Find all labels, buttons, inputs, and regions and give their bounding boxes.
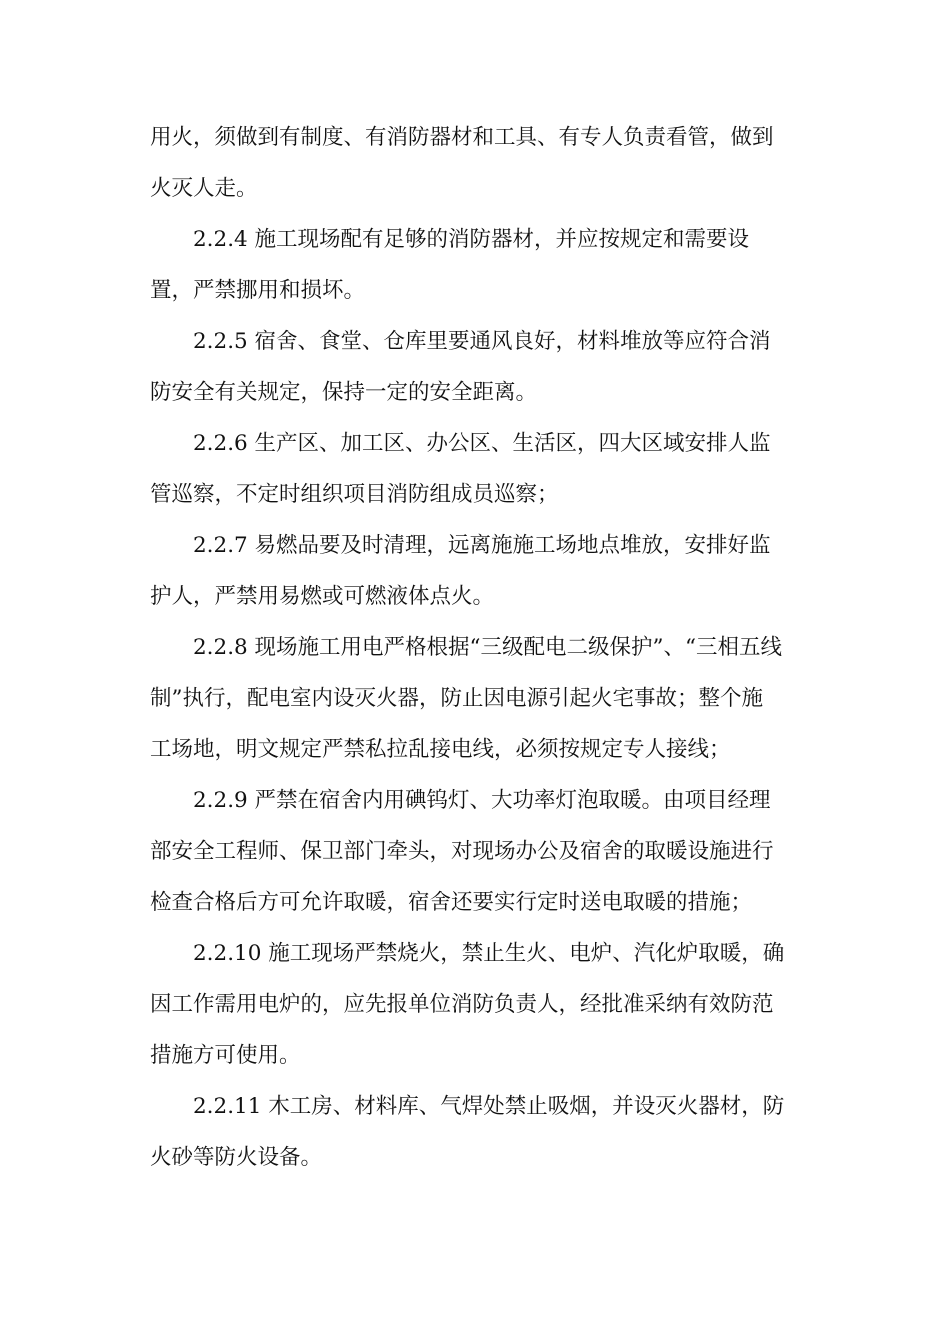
text-line: 置，严禁挪用和损坏。 <box>150 278 366 303</box>
text-line: 2.2.5 宿舍、食堂、仓库里要通风良好，材料堆放等应符合消 <box>193 329 771 354</box>
text-line: 管巡察，不定时组织项目消防组成员巡察； <box>150 482 559 507</box>
text-line: 制”执行，配电室内设灭火器，防止因电源引起火宅事故；整个施 <box>150 686 763 711</box>
text-line: 2.2.10 施工现场严禁烧火，禁止生火、电炉、汽化炉取暖，确 <box>193 941 785 966</box>
text-line: 工场地，明文规定严禁私拉乱接电线，必须按规定专人接线； <box>150 737 731 762</box>
text-line: 2.2.11 木工房、材料库、气焊处禁止吸烟，并设灭火器材，防 <box>193 1094 785 1119</box>
paragraph-2-2-10 <box>150 928 802 1081</box>
document-body <box>150 112 802 1183</box>
text-line: 防安全有关规定，保持一定的安全距离。 <box>150 380 538 405</box>
text-line: 检查合格后方可允许取暖，宿舍还要实行定时送电取暖的措施； <box>150 890 753 915</box>
paragraph-2-2-6 <box>150 418 802 520</box>
text-line: 2.2.9 严禁在宿舍内用碘钨灯、大功率灯泡取暖。由项目经理 <box>193 788 771 813</box>
paragraph-2-2-9 <box>150 775 802 928</box>
paragraph-2-2-4 <box>150 214 802 316</box>
text-line: 2.2.4 施工现场配有足够的消防器材，并应按规定和需要设 <box>193 227 750 252</box>
paragraph-continuation <box>150 112 802 214</box>
text-line: 措施方可使用。 <box>150 1043 301 1068</box>
paragraph-2-2-11 <box>150 1081 802 1183</box>
paragraph-2-2-5 <box>150 316 802 418</box>
text-line: 2.2.6 生产区、加工区、办公区、生活区，四大区域安排人监 <box>193 431 771 456</box>
paragraph-2-2-8 <box>150 622 802 775</box>
text-line: 部安全工程师、保卫部门牵头，对现场办公及宿舍的取暖设施进行 <box>150 839 774 864</box>
text-line: 火灭人走。 <box>150 176 258 201</box>
paragraph-2-2-7 <box>150 520 802 622</box>
text-line: 2.2.8 现场施工用电严格根据“三级配电二级保护”、“三相五线 <box>193 635 783 660</box>
text-line: 护人，严禁用易燃或可燃液体点火。 <box>150 584 495 609</box>
text-line: 火砂等防火设备。 <box>150 1145 323 1170</box>
text-line: 因工作需用电炉的，应先报单位消防负责人，经批准采纳有效防范 <box>150 992 774 1017</box>
text-line: 2.2.7 易燃品要及时清理，远离施施工场地点堆放，安排好监 <box>193 533 771 558</box>
text-line: 用火，须做到有制度、有消防器材和工具、有专人负责看管，做到 <box>150 125 774 150</box>
